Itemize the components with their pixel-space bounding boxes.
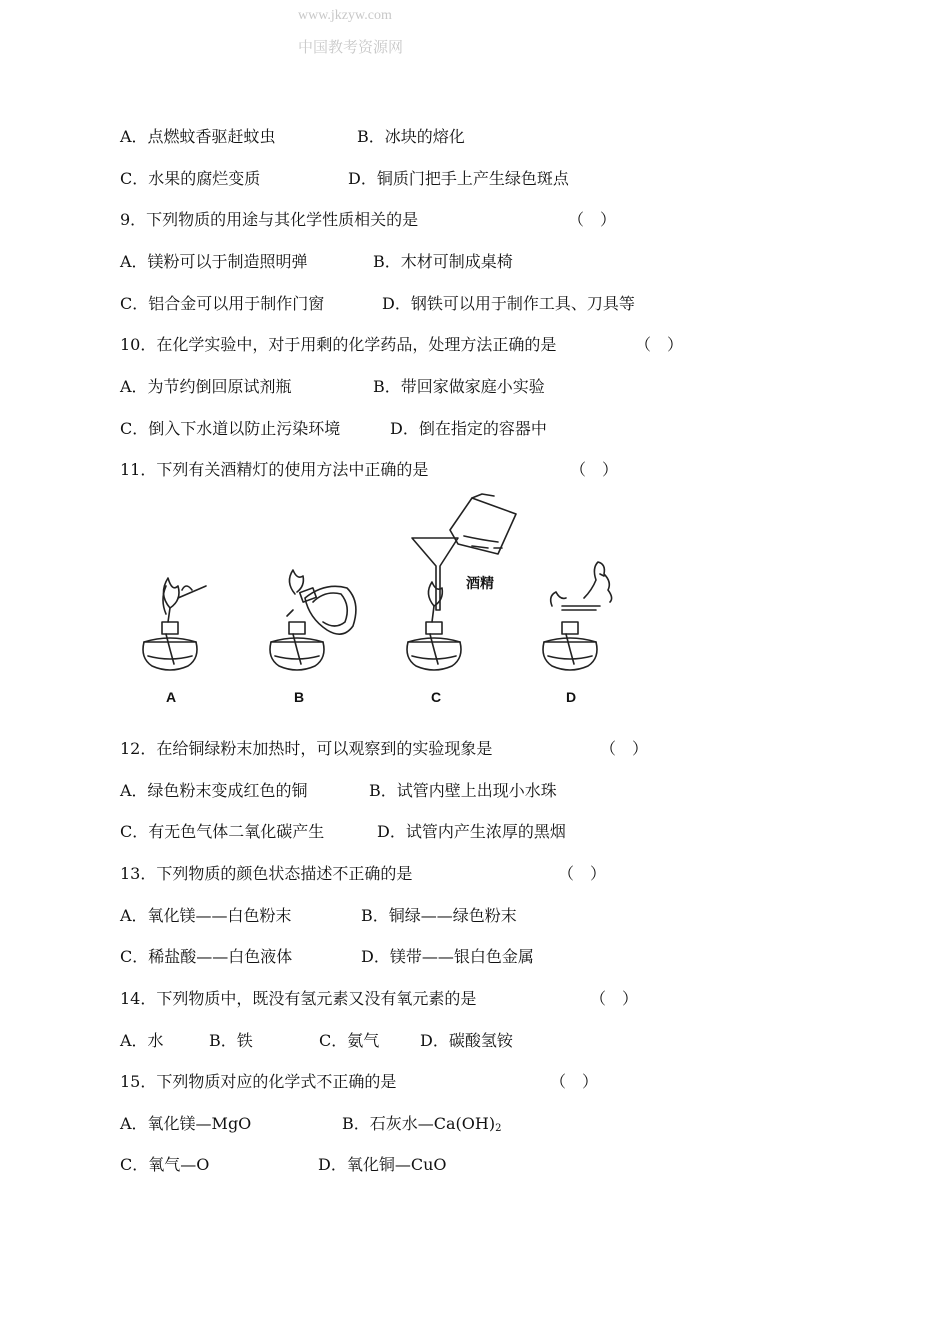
figure-label-d: D <box>566 689 577 705</box>
q15-option-b-text: B．石灰水—Ca(OH) <box>342 1114 496 1133</box>
q12-option-c: C．有无色气体二氧化碳产生 <box>120 822 325 841</box>
watermark-url: www.jkzyw.com <box>298 8 392 23</box>
q15-question: 15．下列物质对应的化学式不正确的是 <box>120 1072 397 1091</box>
lamp-c-illustration <box>407 494 516 670</box>
q11-question: 11．下列有关酒精灯的使用方法中正确的是 <box>120 460 429 479</box>
q9-option-d: D．钢铁可以用于制作工具、刀具等 <box>382 294 635 313</box>
q8-option-c: C．水果的腐烂变质 <box>120 169 261 188</box>
q9-option-a: A．镁粉可以于制造照明弹 <box>120 252 308 271</box>
q13-option-a: A．氧化镁——白色粉末 <box>120 906 292 925</box>
q10-question: 10．在化学实验中，对于用剩的化学药品，处理方法正确的是 <box>120 335 557 354</box>
q14-option-b: B．铁 <box>209 1031 253 1050</box>
q8-option-a: A．点燃蚊香驱赶蚊虫 <box>120 127 276 146</box>
q14-question: 14．下列物质中，既没有氢元素又没有氧元素的是 <box>120 989 477 1008</box>
q14-answer-blank: （ ） <box>590 989 639 1008</box>
q12-answer-blank: （ ） <box>600 739 649 758</box>
q13-option-d: D．镁带——银白色金属 <box>361 947 534 966</box>
watermark-site: 中国教考资源网 <box>298 38 404 56</box>
q8-option-b: B．冰块的熔化 <box>357 127 465 146</box>
q14-option-a: A．水 <box>120 1031 164 1050</box>
lamp-d-illustration <box>543 562 612 670</box>
lamp-b-illustration <box>270 570 356 670</box>
q9-question: 9．下列物质的用途与其化学性质相关的是 <box>120 210 419 229</box>
q13-question: 13．下列物质的颜色状态描述不正确的是 <box>120 864 413 883</box>
figure-label-a: A <box>166 689 177 705</box>
q9-option-b: B．木材可制成桌椅 <box>373 252 513 271</box>
figure-label-b: B <box>294 689 305 705</box>
q9-answer-blank: （ ） <box>568 210 617 229</box>
q10-option-b: B．带回家做家庭小实验 <box>373 377 545 396</box>
q15-option-b <box>342 1114 501 1139</box>
q13-answer-blank: （ ） <box>558 864 607 883</box>
q14-option-c: C．氨气 <box>319 1031 380 1050</box>
q12-question: 12．在给铜绿粉末加热时，可以观察到的实验现象是 <box>120 739 493 758</box>
q15-option-c: C．氧气—O <box>120 1155 210 1174</box>
q12-option-b: B．试管内壁上出现小水珠 <box>369 781 557 800</box>
q14-option-d: D．碳酸氢铵 <box>420 1031 513 1050</box>
q15-option-d: D．氧化铜—CuO <box>318 1155 447 1174</box>
lamp-a-illustration <box>143 578 206 670</box>
q15-answer-blank: （ ） <box>550 1072 599 1091</box>
q15-option-a: A．氧化镁—MgO <box>120 1114 252 1133</box>
q8-option-d: D．铜质门把手上产生绿色斑点 <box>348 169 569 188</box>
q12-option-a: A．绿色粉末变成红色的铜 <box>120 781 308 800</box>
q12-option-d: D．试管内产生浓厚的黑烟 <box>377 822 566 841</box>
figure-label-c: C <box>431 689 442 705</box>
alcohol-lamp-illustrations <box>130 490 650 715</box>
q11-answer-blank: （ ） <box>570 460 619 479</box>
alcohol-label: 酒精 <box>466 575 494 591</box>
q9-option-c: C．铝合金可以用于制作门窗 <box>120 294 325 313</box>
q13-option-c: C．稀盐酸——白色液体 <box>120 947 293 966</box>
q10-option-d: D．倒在指定的容器中 <box>390 419 547 438</box>
q13-option-b: B．铜绿——绿色粉末 <box>361 906 517 925</box>
alcohol-lamp-figure <box>130 490 650 715</box>
q10-answer-blank: （ ） <box>635 335 684 354</box>
q10-option-c: C．倒入下水道以防止污染环境 <box>120 419 341 438</box>
q10-option-a: A．为节约倒回原试剂瓶 <box>120 377 292 396</box>
q15-option-b-subscript: 2 <box>495 1123 502 1134</box>
